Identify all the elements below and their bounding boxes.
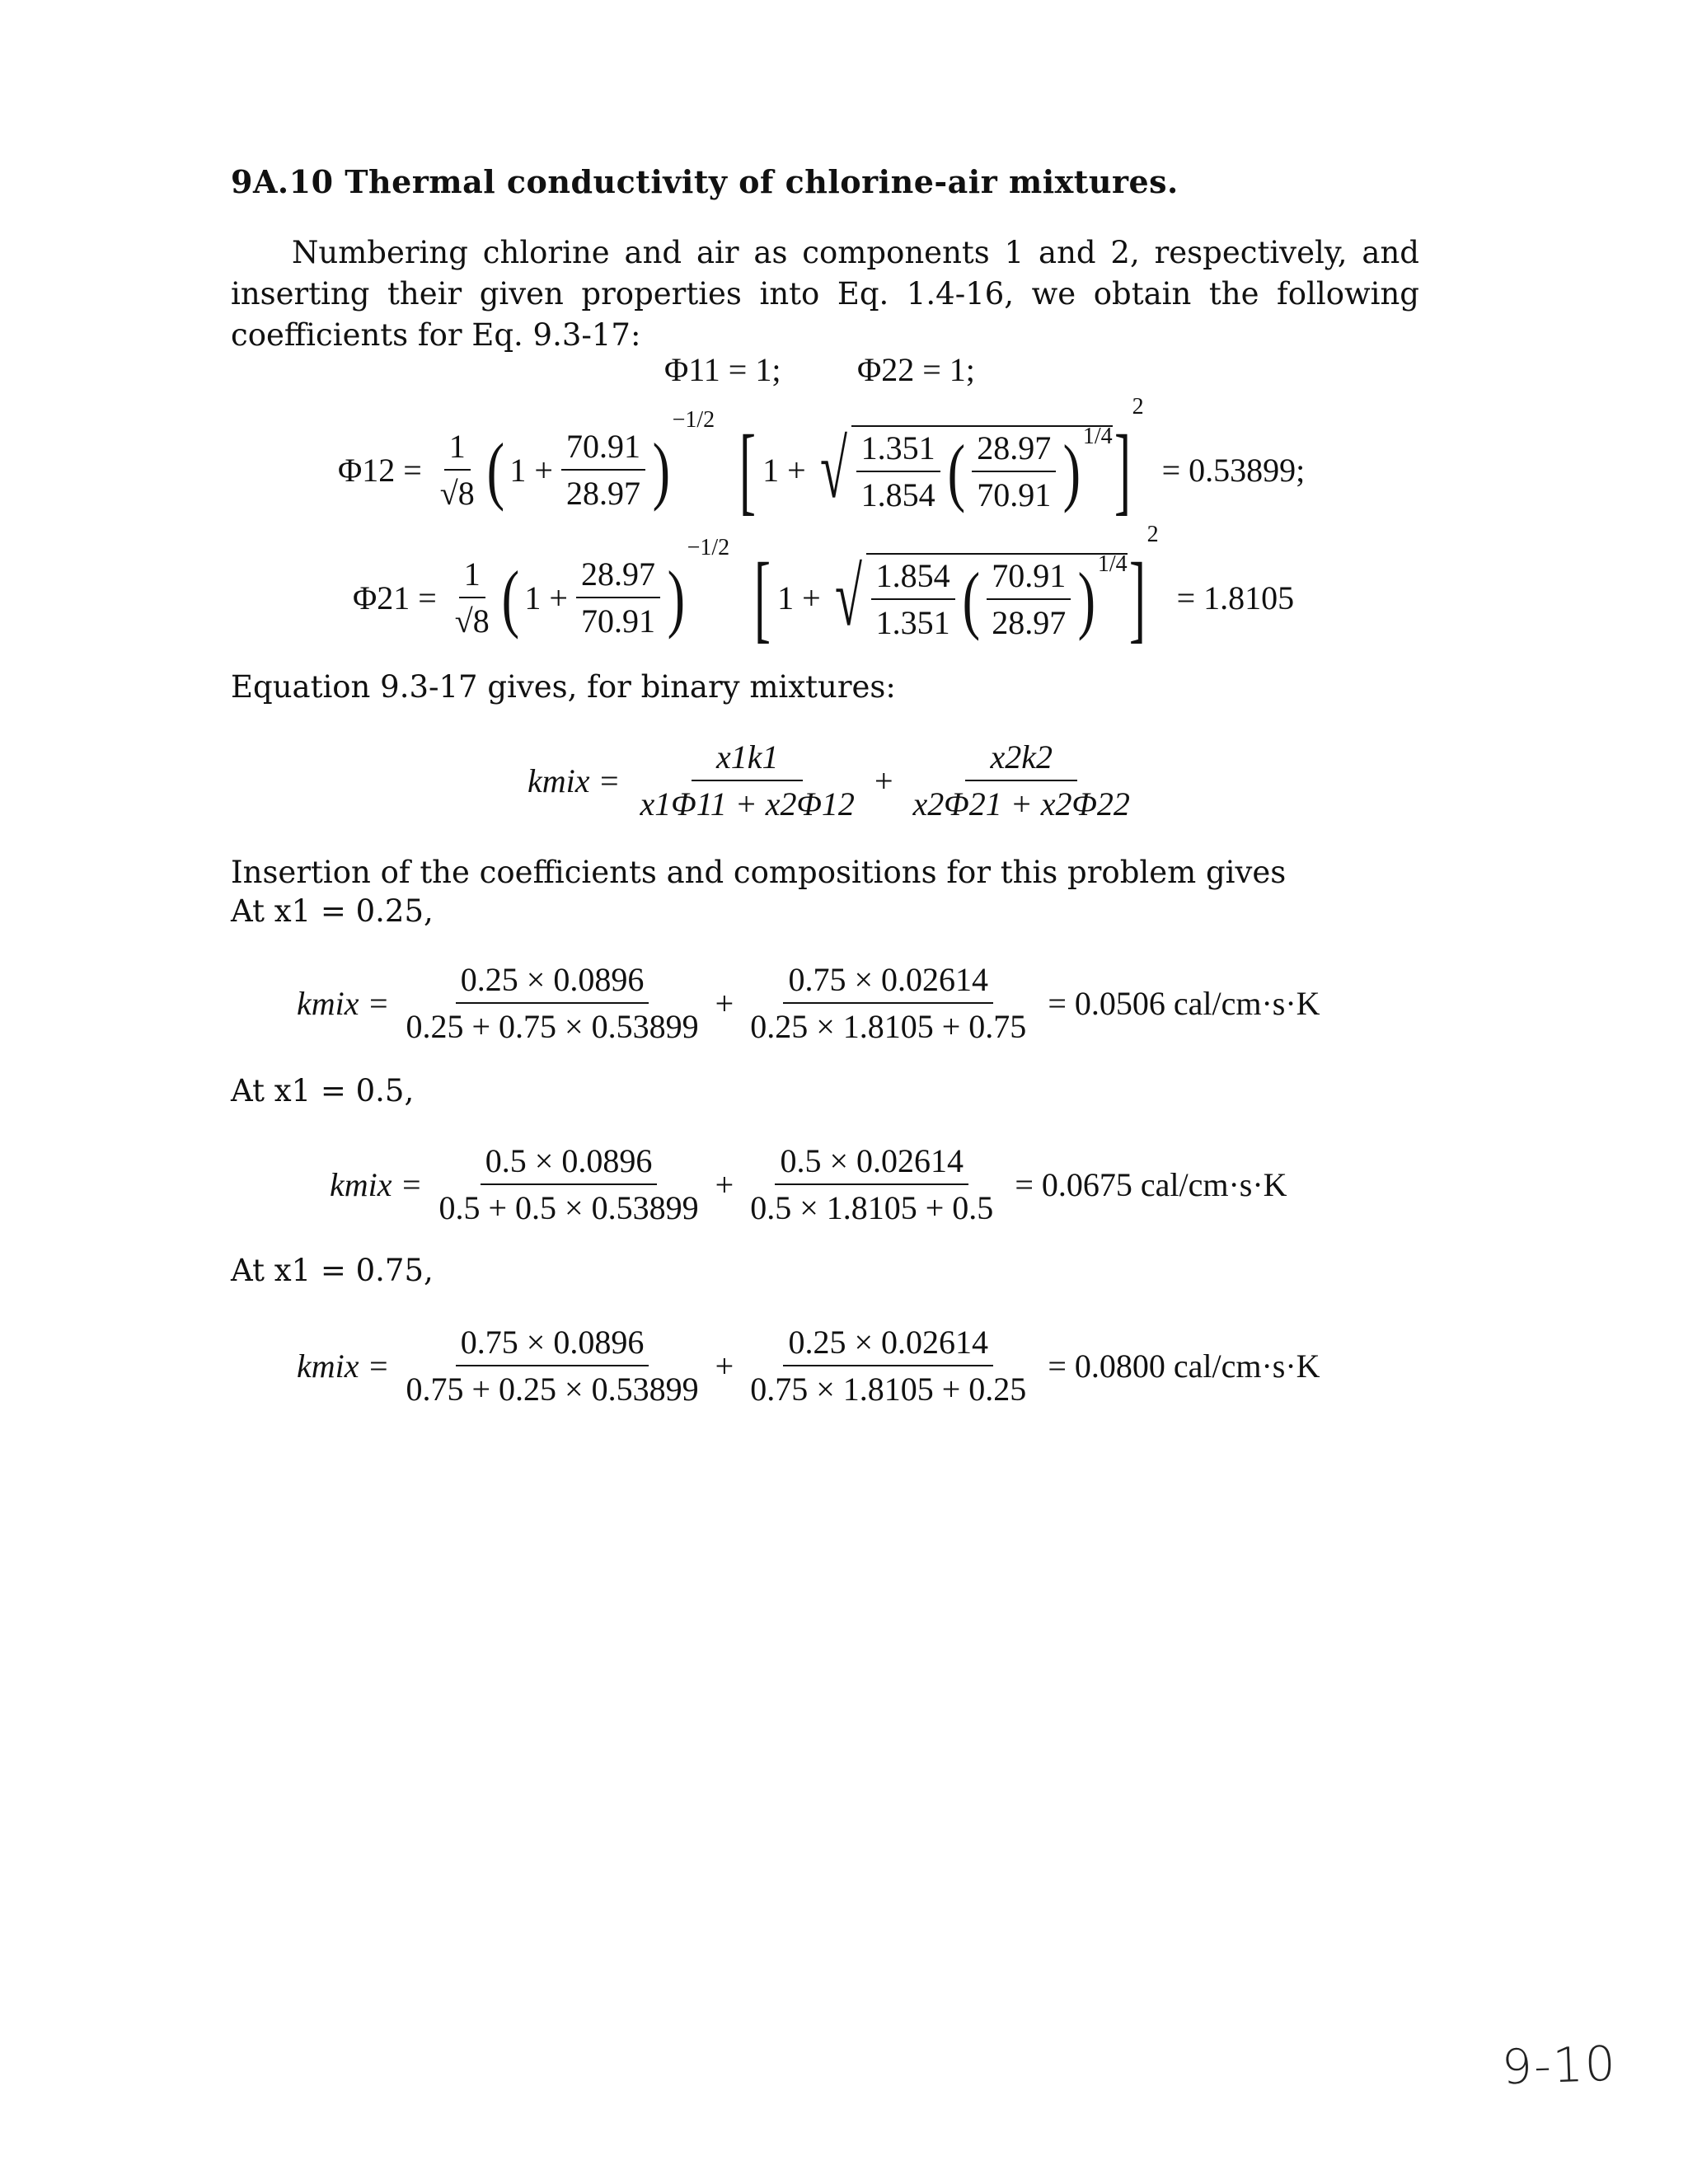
plus-sign: + bbox=[874, 762, 893, 799]
case2-term2 bbox=[745, 1141, 998, 1227]
left-paren: ( bbox=[501, 555, 519, 640]
case3-equation bbox=[297, 1323, 1320, 1408]
handwritten-page-number: 9-10 bbox=[1500, 2035, 1618, 2096]
phi12-sqrt: √ $\frac{1.351}{1.854}$ ( $\frac{28.97}{70.91}$ ) 1/4 bbox=[819, 424, 1113, 515]
phi12-mw2-num: 28.97 bbox=[972, 429, 1056, 472]
case2-label: At x1 = 0.5, bbox=[231, 1073, 415, 1108]
general-term2-fraction bbox=[908, 738, 1135, 823]
intro-paragraph: Numbering chlorine and air as components 1 and 2, respectively, and inserting their given properties into Eq. 1.4-16, we obtain the following coefficients for Eq. 9.3-17: bbox=[231, 235, 1419, 353]
case2-result: = 0.0675 cal/cm·s·K bbox=[1015, 1165, 1287, 1203]
case3-term2-num: 0.25 × 0.02614 bbox=[783, 1323, 993, 1366]
binary-intro-text: Equation 9.3-17 gives, for binary mixtures: bbox=[231, 669, 896, 705]
phi12-mw-fraction bbox=[561, 427, 645, 513]
case2-term2-den: 0.5 × 1.8105 + 0.5 bbox=[750, 1189, 994, 1226]
case1-term2-num: 0.75 × 0.02614 bbox=[783, 960, 993, 1004]
phi12-coef-fraction bbox=[435, 427, 480, 513]
phi21-coef-num: 1 bbox=[459, 555, 485, 598]
case2-equation bbox=[330, 1141, 1287, 1227]
plus-sign: + bbox=[715, 1347, 734, 1385]
general-term1-num: x1k1 bbox=[692, 738, 804, 781]
insertion-text: Insertion of the coefficients and compositions for this problem gives bbox=[231, 855, 1287, 890]
phi12-coef-num: 1 bbox=[444, 427, 471, 471]
case1-term2 bbox=[745, 960, 1031, 1046]
phi21-outer-exponent: −1/2 bbox=[687, 535, 730, 560]
phi21-mw2-den: 28.97 bbox=[992, 604, 1067, 641]
phi12-mw2-den: 70.91 bbox=[977, 476, 1052, 513]
case1-term1 bbox=[401, 960, 704, 1046]
case3-label: At x1 = 0.75, bbox=[231, 1253, 434, 1288]
phi21-mw2-num: 70.91 bbox=[987, 556, 1071, 600]
right-bracket: ] bbox=[1114, 415, 1131, 524]
phi21-coef-den: √8 bbox=[454, 602, 490, 640]
general-term2-num: x2k2 bbox=[965, 738, 1077, 781]
case1-equation bbox=[297, 960, 1320, 1046]
kmix-general-equation bbox=[528, 738, 1140, 823]
kmix-lhs: kmix = bbox=[330, 1165, 423, 1203]
phi12-coef-den: √8 bbox=[439, 475, 475, 512]
case1-term1-den: 0.25 + 0.75 × 0.53899 bbox=[406, 1008, 699, 1045]
phi21-result: = 1.8105 bbox=[1176, 579, 1295, 616]
right-paren: ) bbox=[667, 555, 685, 640]
phi21-inner-exponent: 1/4 bbox=[1097, 551, 1128, 577]
phi12-mu-den: 1.854 bbox=[860, 476, 935, 513]
case2-term1-num: 0.5 × 0.0896 bbox=[481, 1141, 658, 1185]
right-bracket: ] bbox=[1128, 542, 1146, 652]
phi12-inner-exponent: 1/4 bbox=[1082, 424, 1113, 449]
case3-term2-den: 0.75 × 1.8105 + 0.25 bbox=[750, 1371, 1027, 1408]
phi12-square-exponent: 2 bbox=[1132, 394, 1144, 419]
left-bracket: [ bbox=[739, 415, 757, 524]
case1-result: = 0.0506 cal/cm·s·K bbox=[1048, 984, 1320, 1022]
plus-sign: + bbox=[715, 1165, 734, 1203]
phi12-mw-num: 70.91 bbox=[561, 427, 645, 471]
case1-term1-num: 0.25 × 0.0896 bbox=[456, 960, 649, 1004]
phi21-square-exponent: 2 bbox=[1146, 522, 1159, 547]
phi21-lhs: Φ21 = bbox=[353, 579, 437, 616]
phi21-coef-fraction bbox=[450, 555, 495, 640]
case2-term1-den: 0.5 + 0.5 × 0.53899 bbox=[438, 1189, 699, 1226]
phi12-result: = 0.53899; bbox=[1161, 451, 1306, 489]
phi12-outer-exponent: −1/2 bbox=[672, 407, 715, 433]
case2-term2-num: 0.5 × 0.02614 bbox=[775, 1141, 968, 1185]
kmix-lhs: kmix = bbox=[297, 1347, 390, 1385]
phi21-mw-den: 70.91 bbox=[580, 602, 655, 640]
general-term1-fraction bbox=[635, 738, 860, 823]
phi12-equation: Φ12 = $\frac{1}{√8}$ ( 1 + $\frac{70.91}{28.97}$ ) −1/2 [ 1 + √ $\frac{1.351}{1.854}$ ( $\frac{28.97}{70.91}$ ) 1/4 ] 2 = 0.53899; bbox=[338, 394, 1306, 524]
case3-term1-num: 0.75 × 0.0896 bbox=[456, 1323, 649, 1366]
phi12-mu-fraction bbox=[856, 429, 940, 514]
left-paren: ( bbox=[486, 428, 504, 512]
general-term1-den: x1Φ11 + x2Φ12 bbox=[640, 785, 855, 823]
left-bracket: [ bbox=[754, 542, 771, 652]
plus-sign: + bbox=[715, 984, 734, 1022]
phi12-mw2-fraction bbox=[972, 429, 1056, 514]
phi12-mw-den: 28.97 bbox=[565, 475, 640, 512]
phi21-sqrt: √ $\frac{1.854}{1.351}$ ( $\frac{70.91}{28.97}$ ) 1/4 bbox=[834, 551, 1128, 643]
right-paren: ) bbox=[652, 428, 670, 512]
phi21-mw-num: 28.97 bbox=[576, 555, 660, 598]
kmix-lhs: kmix = bbox=[297, 984, 390, 1022]
general-term2-den: x2Φ21 + x2Φ22 bbox=[912, 785, 1130, 823]
case1-label: At x1 = 0.25, bbox=[231, 893, 434, 929]
phi21-equation: Φ21 = $\frac{1}{√8}$ ( 1 + $\frac{28.97}{70.91}$ ) −1/2 [ 1 + √ $\frac{1.854}{1.351}$ ( $\frac{70.91}{28.97}$ ) 1/4 ] 2 = 1.8105 bbox=[353, 522, 1295, 652]
kmix-lhs: kmix = bbox=[528, 762, 621, 799]
phi11-equation: Φ11 = 1; bbox=[664, 351, 781, 388]
phi21-mu-fraction bbox=[871, 556, 955, 642]
phi21-mu-num: 1.854 bbox=[871, 556, 955, 600]
case3-result: = 0.0800 cal/cm·s·K bbox=[1048, 1347, 1320, 1385]
phi21-mu-den: 1.351 bbox=[875, 604, 950, 641]
phi12-lhs: Φ12 = bbox=[338, 451, 422, 489]
case1-term2-den: 0.25 × 1.8105 + 0.75 bbox=[750, 1008, 1027, 1045]
case3-term1 bbox=[401, 1323, 704, 1408]
phi12-mu-num: 1.351 bbox=[856, 429, 940, 472]
phi21-mw-fraction bbox=[576, 555, 660, 640]
phi22-equation: Φ22 = 1; bbox=[857, 351, 975, 388]
case3-term1-den: 0.75 + 0.25 × 0.53899 bbox=[406, 1371, 699, 1408]
case2-term1 bbox=[434, 1141, 704, 1227]
case3-term2 bbox=[745, 1323, 1031, 1408]
phi21-mw2-fraction bbox=[987, 556, 1071, 642]
section-title: 9A.10 Thermal conductivity of chlorine-air mixtures. bbox=[231, 163, 1179, 200]
